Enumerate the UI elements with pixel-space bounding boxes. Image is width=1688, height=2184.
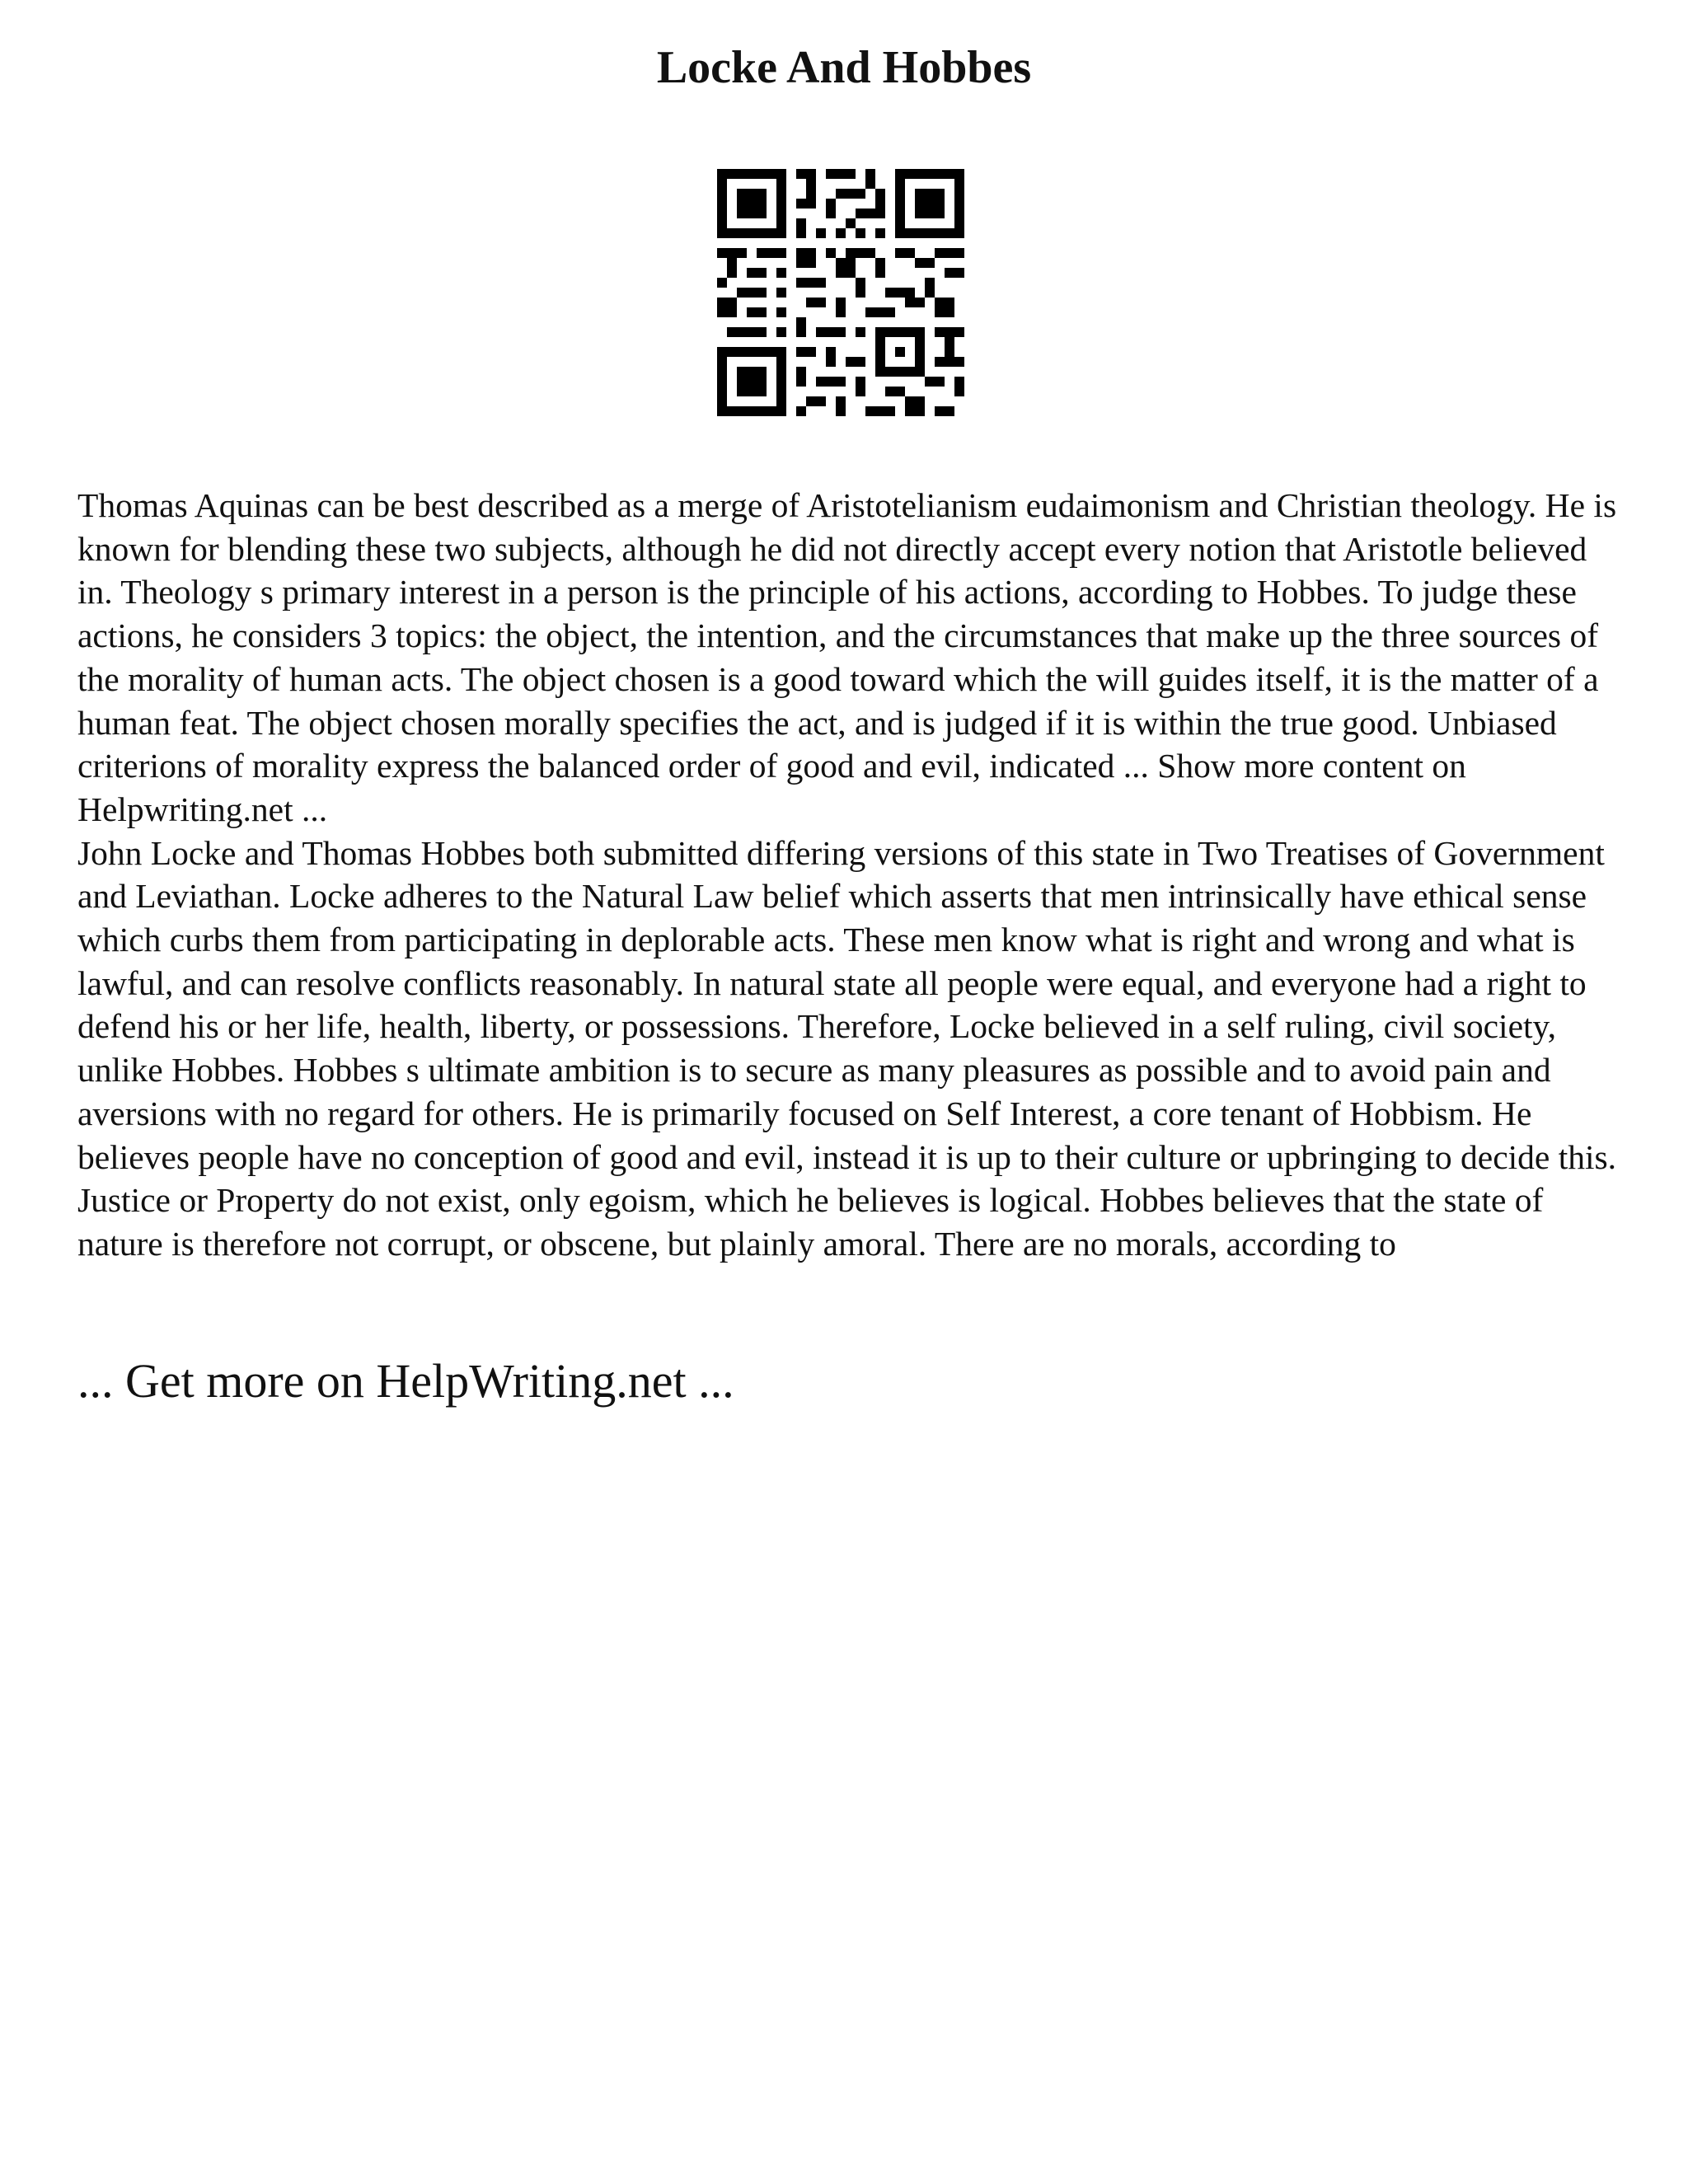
get-more-link[interactable]: ... Get more on HelpWriting.net ... bbox=[77, 1354, 734, 1408]
article-body bbox=[77, 484, 1627, 1266]
qr-code-icon[interactable] bbox=[717, 169, 964, 416]
paragraph: John Locke and Thomas Hobbes both submitted differing versions of this state in Two Treatises of Government and Leviathan. Locke adheres to the Natural Law belief which asserts that men intrinsically have ethical sense which curbs them from participating in deplorable acts. These men know what is right and wrong and what is lawful, and can resolve conflicts reasonably. In natural state all people were equal, and everyone had a right to defend his or her life, health, liberty, or possessions. Therefore, Locke believed in a self ruling, civil society, unlike Hobbes. Hobbes s ultimate ambition is to secure as many pleasures as possible and to avoid pain and aversions with no regard for others. He is primarily focused on Self Interest, a core tenant of Hobbism. He believes people have no conception of good and evil, instead it is up to their culture or upbringing to decide this. Justice or Property do not exist, only egoism, which he believes is logical. Hobbes believes that the state of nature is therefore not corrupt, or obscene, but plainly amoral. There are no morals, according to bbox=[77, 833, 1617, 1263]
paragraph: Thomas Aquinas can be best described as a merge of Aristotelianism eudaimonism and Christian theology. He is known for blending these two subjects, although he did not directly accept every notion that Aristotle believed in. Theology s primary interest in a person is the principle of his actions, according to Hobbes. To judge these actions, he considers 3 topics: the object, the intention, and the circumstances that make up the three sources of the morality of human acts. The object chosen is a good toward which the will guides itself, it is the matter of a human feat. The object chosen morally specifies the act, and is judged if it is within the true good. Unbiased criterions of morality express the balanced order of good and evil, indicated ... Show more content on Helpwriting.net ... bbox=[77, 486, 1617, 828]
page-title: Locke And Hobbes bbox=[656, 42, 1032, 93]
